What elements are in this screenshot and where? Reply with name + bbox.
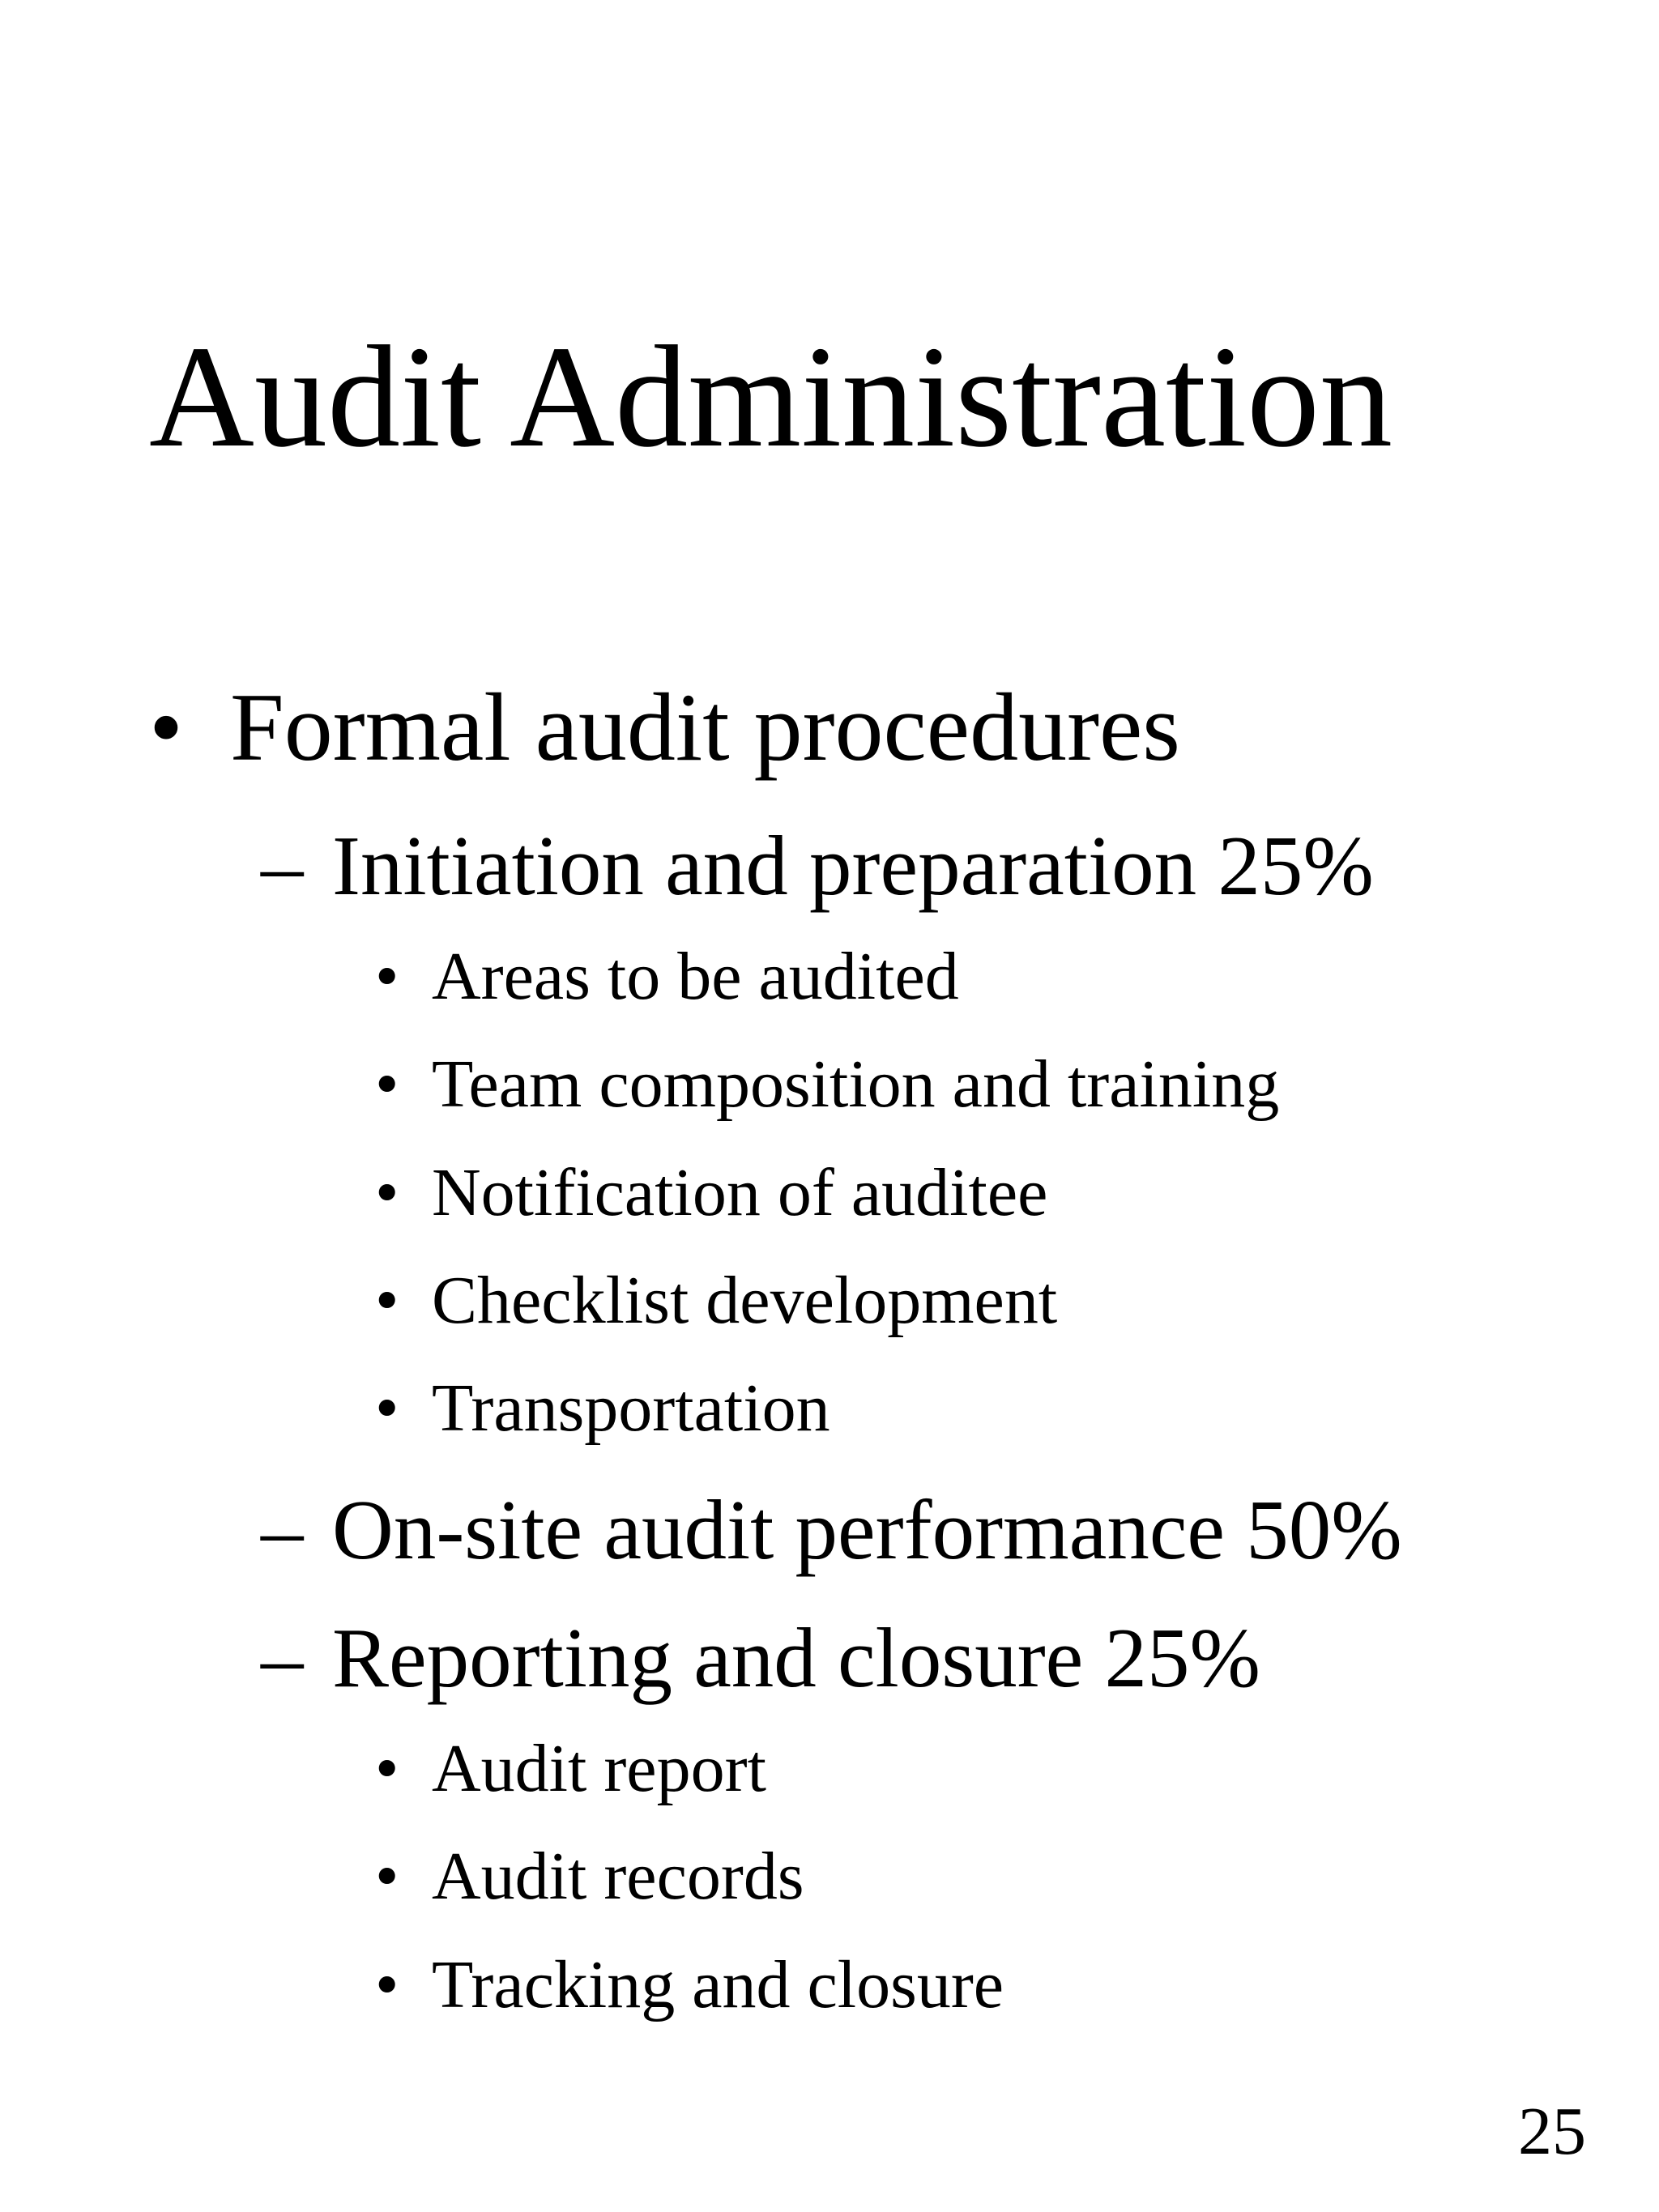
list-item-label: Areas to be audited	[432, 939, 959, 1014]
bullet-icon: •	[375, 1947, 399, 2022]
page-number: 25	[1518, 2094, 1586, 2169]
list-item-label: Checklist development	[432, 1263, 1058, 1338]
list-item-label: Audit records	[432, 1839, 804, 1914]
section-reporting-label: Reporting and closure 25%	[332, 1610, 1260, 1705]
list-item	[375, 1263, 1058, 1338]
list-item	[375, 1046, 1280, 1122]
outline-section-reporting	[261, 1610, 1260, 1705]
outline-level1-item	[149, 673, 1180, 781]
list-item-label: Tracking and closure	[432, 1947, 1004, 2022]
list-item	[375, 939, 959, 1014]
section-initiation-label: Initiation and preparation 25%	[332, 818, 1374, 913]
bullet-icon: •	[375, 1839, 399, 1914]
section-onsite-label: On-site audit performance 50%	[332, 1482, 1402, 1577]
bullet-icon: •	[375, 1155, 399, 1230]
list-item	[375, 1155, 1048, 1230]
dash-icon: –	[261, 818, 304, 913]
outline-section-initiation	[261, 818, 1374, 913]
outline-section-onsite	[261, 1482, 1402, 1577]
list-item	[375, 1947, 1004, 2022]
list-item	[375, 1731, 766, 1806]
bullet-icon: •	[375, 1731, 399, 1806]
page-title: Audit Administration	[149, 316, 1393, 477]
list-item	[375, 1839, 804, 1914]
list-item-label: Notification of auditee	[432, 1155, 1048, 1230]
bullet-icon: •	[375, 1263, 399, 1338]
dash-icon: –	[261, 1482, 304, 1577]
bullet-icon: •	[375, 1046, 399, 1122]
list-item-label: Audit report	[432, 1731, 766, 1806]
bullet-icon: •	[149, 673, 184, 781]
bullet-icon: •	[375, 939, 399, 1014]
list-item-label: Transportation	[432, 1370, 830, 1446]
bullet-icon: •	[375, 1370, 399, 1446]
list-item	[375, 1370, 830, 1446]
list-item-label: Team composition and training	[432, 1046, 1280, 1122]
outline-level1-label: Formal audit procedures	[230, 673, 1180, 781]
dash-icon: –	[261, 1610, 304, 1705]
